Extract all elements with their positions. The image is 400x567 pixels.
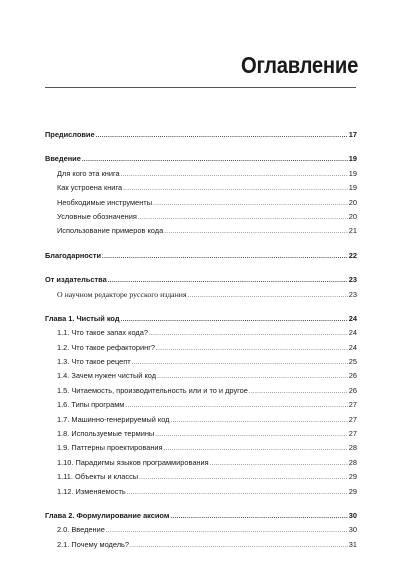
toc-section-entry xyxy=(45,509,357,523)
toc-page-number: 23 xyxy=(348,275,357,285)
toc-subsection-entry xyxy=(45,167,357,181)
toc-subsection-entry xyxy=(45,210,357,224)
toc-entry-title: 1.7. Машинно-генерируемый код xyxy=(57,414,170,424)
section-gap xyxy=(45,263,357,273)
toc-subsection-entry xyxy=(45,224,357,238)
toc-entry-title: 1.12. Изменяемость xyxy=(57,486,126,496)
toc-subsection-entry xyxy=(45,326,357,340)
toc-entry-title: Предисловие xyxy=(45,130,95,139)
dot-leader xyxy=(164,442,348,456)
toc-entry-title: Необходимые инструменты xyxy=(57,197,153,207)
page-title: Оглавление xyxy=(240,52,358,78)
toc-subsection-entry xyxy=(45,196,357,210)
dot-leader xyxy=(106,524,348,538)
toc-entry-title: 2.1. Почему модель? xyxy=(57,539,129,549)
dot-leader xyxy=(149,327,348,341)
section-gap xyxy=(45,239,357,249)
toc-entry-title: 1.2. Что такое рефакторинг? xyxy=(57,342,156,352)
toc-page-number: 24 xyxy=(348,342,357,352)
toc-entry-title: От издательства xyxy=(45,275,107,285)
dot-leader xyxy=(82,153,348,167)
dot-leader xyxy=(121,168,348,182)
toc-subsection-entry xyxy=(45,288,357,302)
toc-page-number: 19 xyxy=(348,154,357,164)
toc-page-number: 19 xyxy=(348,168,357,178)
toc-subsection-entry xyxy=(45,398,357,412)
toc-page-number: 24 xyxy=(348,328,357,338)
toc-subsection-entry xyxy=(45,427,357,441)
toc-page-number: 31 xyxy=(348,539,357,549)
toc-page-number: 27 xyxy=(348,429,357,439)
section-gap xyxy=(45,302,357,312)
toc-entry-title: Глава 1. Чистый код xyxy=(45,313,120,323)
toc-entry-title: 1.1. Что такое запах кода? xyxy=(57,328,148,338)
toc-entry-title: Как устроена книга xyxy=(57,183,123,193)
dot-leader xyxy=(210,457,348,471)
toc-subsection-entry xyxy=(45,355,357,369)
toc-page-number: 23 xyxy=(348,289,357,299)
dot-leader xyxy=(130,539,348,553)
dot-leader xyxy=(138,211,348,225)
toc-subsection-entry xyxy=(45,523,357,537)
dot-leader xyxy=(108,274,348,288)
dot-leader xyxy=(121,313,348,327)
toc-subsection-entry xyxy=(45,456,357,470)
dot-leader xyxy=(157,370,348,384)
toc-page-number: 22 xyxy=(348,250,357,260)
toc-subsection-entry xyxy=(45,341,357,355)
dot-leader xyxy=(123,182,348,196)
toc-page-number: 20 xyxy=(348,211,357,221)
toc-subsection-entry xyxy=(45,485,357,499)
toc-entry-title: 1.9. Паттерны проектирования xyxy=(57,443,163,453)
toc-entry-title: 1.8. Используемые термины xyxy=(57,429,155,439)
toc-page-number: 30 xyxy=(348,525,357,535)
dot-leader xyxy=(188,289,348,303)
toc-subsection-entry xyxy=(45,413,357,427)
toc-entry-title: Условные обозначения xyxy=(57,211,137,221)
toc-entry-title: 1.11. Объекты и классы xyxy=(57,472,139,482)
toc-page-number: 30 xyxy=(348,510,357,520)
section-gap xyxy=(45,142,357,152)
toc-subsection-entry xyxy=(45,384,357,398)
dot-leader xyxy=(125,399,347,413)
dot-leader xyxy=(156,342,348,356)
toc-page-number: 29 xyxy=(348,472,357,482)
toc-page-number: 28 xyxy=(348,443,357,453)
toc-entry-title: 1.5. Читаемость, производительность или и то и другое xyxy=(57,385,248,395)
section-gap xyxy=(45,499,357,509)
toc-page-number: 26 xyxy=(348,371,357,381)
dot-leader xyxy=(132,356,348,370)
dot-leader xyxy=(164,225,348,239)
toc-entry-title: Для кого эта книга xyxy=(57,168,120,178)
toc-page-number: 19 xyxy=(348,183,357,193)
toc-subsection-entry xyxy=(45,441,357,455)
toc-page-number: 21 xyxy=(348,226,357,236)
toc-section-entry xyxy=(45,249,357,263)
toc-entry-title: О научном редакторе русского издания xyxy=(57,289,187,299)
toc-page-number: 25 xyxy=(348,357,357,367)
dot-leader xyxy=(102,250,348,264)
toc-subsection-entry xyxy=(45,369,357,383)
dot-leader xyxy=(170,510,347,524)
toc-subsection-entry xyxy=(45,470,357,484)
dot-leader xyxy=(139,471,348,485)
toc-entry-title: Глава 2. Формулирование аксиом xyxy=(45,510,170,520)
toc-entry-title: Благодарности xyxy=(45,250,101,260)
dot-leader xyxy=(96,129,348,143)
toc-subsection-entry xyxy=(45,538,357,552)
toc-entry-title: 1.4. Зачем нужен чистый код xyxy=(57,371,157,381)
toc-entry-title: 2.0. Введение xyxy=(57,525,105,535)
toc-page-number: 27 xyxy=(348,400,357,410)
dot-leader xyxy=(127,486,348,500)
dot-leader xyxy=(249,385,348,399)
toc-page-number: 29 xyxy=(348,486,357,496)
toc-page-number: 26 xyxy=(348,385,357,395)
toc-page-number: 27 xyxy=(348,414,357,424)
toc-page-number: 28 xyxy=(348,457,357,467)
toc-page-number: 24 xyxy=(348,313,357,323)
toc-page-number: 20 xyxy=(348,197,357,207)
toc-entry-title: 1.6. Типы программ xyxy=(57,400,125,410)
title-divider xyxy=(45,87,356,88)
toc-entry-title: 1.10. Парадигмы языков программирования xyxy=(57,457,209,467)
toc-section-entry xyxy=(45,273,357,287)
dot-leader xyxy=(155,428,348,442)
toc-section-entry xyxy=(45,152,357,166)
dot-leader xyxy=(171,414,348,428)
toc-section-entry xyxy=(45,312,357,326)
dot-leader xyxy=(153,197,348,211)
toc-section-entry xyxy=(45,128,357,142)
toc-entry-title: 1.3. Что такое рецепт xyxy=(57,357,131,367)
toc-subsection-entry xyxy=(45,181,357,195)
toc-entry-title: Использование примеров кода xyxy=(57,226,164,236)
toc-entry-title: Введение xyxy=(45,154,81,164)
toc-page-number: 17 xyxy=(348,130,357,139)
table-of-contents xyxy=(45,128,357,552)
